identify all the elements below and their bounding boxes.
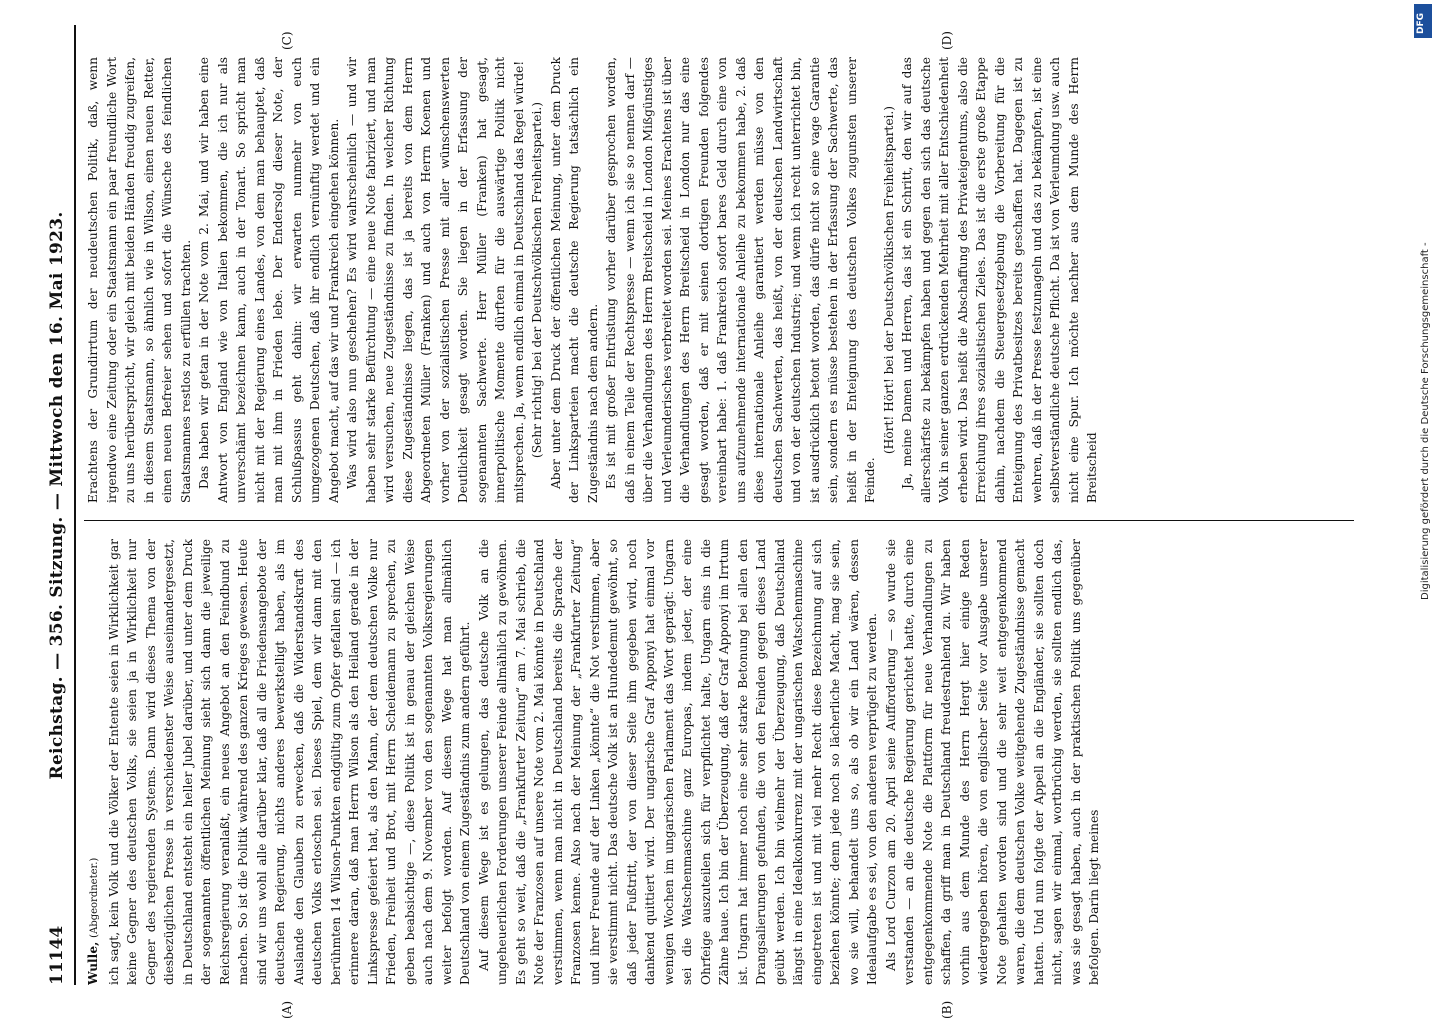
speaker-role: Abgeordneter. [89,861,100,934]
credit-text: Digitalisierung gefördert durch die Deutsche Forschungsgemeinschaft - [1420,242,1431,600]
interjection: (Hört! Hört! bei der Deutschvölkischen Freiheitspartei.) [881,105,896,455]
page-number: 11144 [47,925,67,985]
digitization-credit [1420,242,1434,620]
paragraph: Auf diesem Wege ist es gelungen, das deutsche Volk an die ungeheuerlichen Forderungen unserer Feinde allmählich zu gewöhnen. Es geht so weit, daß die „Frankfurter Zeitung“ am 7. Mai schrieb, die Note der Franzosen auf unsere Note vom 2. Mai könnte in Deutschland verstimmen, wenn man nicht in Deutschland bereits die Sprache der Franzosen kenne. Also nach der Meinung der „Frankfurter Zeitung“ und ihrer Freunde auf der Linken „könnte“ die Not verstimmen, aber sie verstimmt nicht. Das deutsche Volk ist an Hundedemut gewöhnt, so daß jeder Fußtritt, der von dieser Seite ihm gegeben wird, noch dankend quittiert wird. Der ungarische Graf Apponyi hat einmal vor wenigen Wochen im ungarischen Parlament das Wort geprägt: Ungarn sei die Watschenmaschine ganz Europas, indem jeder, der eine Ohrfeige auszuteilen sich für verpflichtet halte, Ungarn eins in die Zähne haue. Ich bin der Überzeugung, daß der Graf Apponyi im Irrtum ist. Ungarn hat immer noch eine sehr starke Betonung bei allen den Drangsalierungen gefunden, die von den Feinden gegen dieses Land geübt werden. Ich bin vielmehr der Überzeugung, daß Deutschland längst in eine Idealkonkurrenz mit der ungarischen Watschenmaschine eingetreten ist und mit viel mehr Recht diese Bezeichnung auf sich beziehen könnte; denn jede noch so lächerliche Macht, mag sie sein, wo sie will, behandelt uns so, als ob wir ein Land wären, dessen Idealaufgabe es sei, von den anderen verprügelt zu werden. [476,539,879,985]
paragraph: Als Lord Curzon am 20. April seine Aufforderung — so wurde sie verstanden — an die deutsche Regierung gerichtet hatte, durch eine entgegenkommende Note die Plattform für neue Verhandlungen zu schaffen, da griff man in Deutschland freudestrahlend zu. Wir haben vorhin aus dem Munde des Herrn Hergt hier einige Reden wiedergegeben hören, die von englischer Seite vor Ausgabe unserer Note gehalten worden sind und die sehr weit entgegenkommend waren, die dem deutschen Volke weitgehende Zugeständnisse gemacht hatten. Und nun folgte der Appell an die Engländer, sie sollten doch nicht, sagen wir einmal, wortbrüchig werden, sie sollten endlich das, was sie gesagt haben, auch in der praktischen Politik uns gegenüber befolgen. Darin liegt meines [883,539,1101,985]
newspaper-page [40,25,1370,1019]
dfg-logo [1414,4,1432,38]
text-column-left [84,539,1354,985]
interjection: (Sehr richtig! bei der Deutschvölkischen Freiheitspartei.) [530,101,544,459]
margin-marker-b: (B) [940,1000,954,1019]
dfg-logo-text: DFG [1416,12,1426,34]
margin-marker-d: (D) [940,31,954,50]
margin-marker-c: (C) [280,31,294,50]
margin-marker-a: (A) [280,1000,294,1019]
paragraph: Was wird also nun geschehen? Es wird wahrscheinlich — und wir haben sehr starke Befürchtung — eine neue Note fabriziert, und man wird versuchen, neue Zugeständnisse zu finden. In welcher Richtung diese Zugeständnisse liegen, das ist ja bereits von dem Herrn Abgeordneten Müller (Franken) und auch von Herrn Koenen und vorher von der sozialistischen Presse mit aller wünschenswerten Deutlichkeit gesagt worden. Sie liegen in der Erfassung der sogenannten Sachwerte. Herr Müller (Franken) hat gesagt, innerpolitische Momente dürften für die auswärtige Politik nicht mitsprechen. Ja, wenn endlich einmal in Deutschland das Regel würde! [345,57,526,503]
paragraph: Aber unter dem Druck der öffentlichen Meinung, unter dem Druck der Linksparteien macht die deutsche Regierung tatsächlich ein Zugeständnis nach dem andern. [548,57,600,503]
paragraph: Erachtens der Grundirrtum der neudeutschen Politik, daß, wenn irgendwo eine Zeitung oder ein Staatsmann ein paar freundliche Wort zu uns herüberspricht, wir gleich mit beiden Händen freudig zugreifen, in diesem Staatsmann, so ähnlich wie in Wilson, einen neuen Retter, einen neuen Befreier sehen und sofort die Wünsche des feindlichen Staatsmannes restlos zu erfüllen trachten. [86,57,193,503]
paragraph: Es ist mit großer Entrüstung vorher darüber gesprochen worden, daß in einem Teile der Rechtspresse — wenn ich sie so nennen darf — über die Verhandlungen des Herrn Breitscheid in London Mißgünstiges und Verleumderisches verbreitet worden sei. Meines Erachtens ist über die Verhandlungen des Herrn Breitscheid in London nur das eine gesagt worden, daß er mit seinen dortigen Freunden folgendes vereinbart habe: 1. daß Frankreich sofort bares Geld durch eine von uns aufzunehmende internationale Anleihe zu bekommen habe, 2. daß diese internationale Anleihe garantiert werden müsse von den deutschen Sachwerten, das heißt, von der deutschen Landwirtschaft und von der deutschen Industrie; und wenn ich recht unterrichtet bin, ist ausdrücklich betont worden, das dürfe nicht so eine vage Garantie sein, sondern es müsse bestehen in der Erfassung der Sachwerte, das heißt in der Enteignung des deutschen Volkes zugunsten unserer Feinde. [604,57,877,503]
speaker-line: Wulle, (Abgeordneter.) [86,857,100,985]
page-header [40,25,76,985]
paragraph: Ja, meine Damen und Herren, das ist ein Schritt, den wir auf das allerschärfste zu bekämpfen haben und gegen den sich das deutsche Volk in seiner ganzen erdrückenden Mehrheit mit aller Entschiedenheit erheben wird. Das heißt die Abschaffung des Privateigentums, also die Erreichung ihres sozialistischen Zieles. Das ist die erste große Etappe dahin, nachdem die Steuergesetzgebung die Vorbereitung für die Enteignung des Privatbesitzes bereits geschaffen hat. Dagegen ist zu wehren, daß in der Presse festzunageln und das zu bekämpfen, ist eine selbstverständliche deutsche Pflicht. Da ist von Verleumdung usw. auch nicht eine Spur. Ich möchte nachher aus dem Munde des Herrn Breitscheid [900,57,1099,503]
paragraph: Das haben wir getan in der Note vom 2. Mai, und wir haben eine Antwort von England wie von Italien bekommen, die ich nur als unverschämt bezeichnen kann, auch in der Tonart. So spricht man nicht mit der Regierung eines Landes, von dem man behauptet, daß man mit ihm in Frieden lebe. Der Endersolg dieser Note, der Schlußpassus geht dahin: wir erwarten nunmehr von euch umgezogenen Deutschen, daß ihr endlich vernünftig werdet und ein Angebot macht, auf das wir und Frankreich eingehen können. [197,57,341,503]
page-title: Reichstag. — 356. Sitzung. — Mittwoch den 16. Mai 1923. [47,211,67,780]
column-divider [84,520,1354,521]
speaker-name: Wulle, [86,941,100,985]
paragraph: ich sagt, kein Volk und die Völker der Entente seien in Wirklichkeit gar keine Gegner des deutschen Volks, sie seien ja in Wirklichkeit nur Gegner des regierenden Systems. Dann wird dieses Thema von der diesbezüglichen Presse in verschiedenster Weise auseinandergesetzt, in Deutschland entsteht ein heller Jubel darüber, und unter dem Druck der sogenannten öffentlichen Meinung sieht sich dann die jeweilige Reichsregierung veranlaßt, ein neues Angebot an den Feindbund zu machen. So ist die Politik während des ganzen Krieges gewesen. Heute sind wir uns wohl alle darüber klar, daß all die Friedensangebote der deutschen Regierung, nichts anderes bewerkstelligt haben, als im Auslande den Glauben zu erwecken, daß die Widerstandskraft des deutschen Volks erloschen sei. Dieses Spiel, dem wir dann mit den berühmten 14 Wilson-Punkten endgültig zum Opfer gefallen sind — ich erinnere daran, daß man Herrn Wilson als den Heiland gerade in der Linkspresse gefeiert hat, als den Mann, der dem deutschen Volke nur Frieden, Freiheit und Brot, mit Herrn Scheidemann zu sprechen, zu geben beabsichtige —, diese Politik ist in genau der gleichen Weise auch nach dem 9. November von den sogenannten Volksregierungen weiter befolgt worden. Auf diesem Wege hat man allmählich Deutschland von einem Zugeständnis zum andern geführt. [106,539,472,985]
text-column-right [84,57,1354,503]
